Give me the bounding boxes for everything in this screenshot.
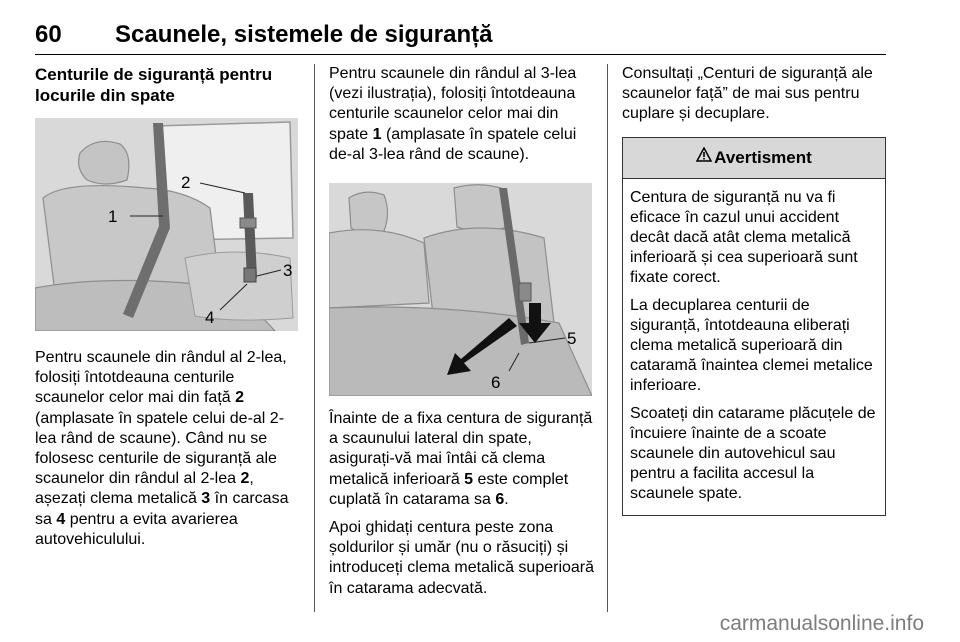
- figure-label: 2: [181, 173, 191, 192]
- chapter-title: Scaunele, sistemele de siguranță: [115, 21, 493, 48]
- column-right: [622, 64, 886, 516]
- column-left: [35, 64, 300, 550]
- paragraph: Apoi ghidați centura peste zona șoldurilor și umăr (nu o răsuciți) și introduceți clema metalică superioară în catarama adecvată.: [329, 519, 595, 597]
- column-middle: [329, 64, 594, 599]
- third-row-belt-figure: [329, 183, 592, 396]
- figure-label: 4: [205, 308, 215, 327]
- figure-label: 6: [491, 373, 501, 393]
- warning-paragraph: Centura de siguranță nu va fi eficace în cazul unui accident decât dacă atât clema metalică inferioară și cea superioară sunt fixate corect.: [630, 188, 858, 287]
- rich-paragraph: Înainte de a fixa centura de siguranță a scaunului lateral din spate, asigurați-vă mai întâi că clema metalică inferioară 5 este complet cuplată în catarama sa 6.: [329, 410, 593, 508]
- bold-reference: 6: [495, 490, 505, 508]
- bold-reference: 5: [464, 470, 474, 488]
- rich-paragraph: Pentru scaunele din rândul al 3-lea (vezi ilustrația), folosiți întotdeauna centurile scaunelor celor mai din spate 1 (amplasate în spatele celui de-al 3-lea rând de scaune).: [329, 65, 577, 163]
- watermark-footer: carmanualsonline.info: [719, 612, 924, 635]
- bold-reference: 1: [372, 125, 382, 143]
- column-divider: [314, 64, 315, 612]
- warning-paragraph: La decuplarea centurii de siguranță, întotdeauna eliberați clema metalică superioară din cataramă înaintea clemei metalice inferioare.: [630, 296, 873, 395]
- warning-box: [622, 137, 886, 516]
- rear-seat-belt-figure: [35, 118, 298, 331]
- bold-reference: 4: [56, 510, 66, 528]
- warning-triangle-icon: [696, 147, 712, 168]
- bold-reference: 2: [240, 470, 250, 488]
- warning-header: [623, 138, 885, 179]
- figure-label: 1: [108, 207, 118, 226]
- column-divider: [607, 64, 608, 612]
- figure-label: 3: [283, 261, 293, 280]
- paragraph: Consultați „Centuri de siguranță ale scaunelor față” de mai sus pentru cuplare și decuplare.: [622, 65, 873, 123]
- page-number: 60: [35, 21, 62, 48]
- figure-label: 5: [567, 329, 577, 349]
- bold-reference: 2: [235, 389, 245, 407]
- page-header: [35, 18, 886, 55]
- warning-title: Avertisment: [714, 147, 812, 167]
- section-title: Centurile de siguranță pentru locurile din spate: [35, 65, 273, 105]
- rich-paragraph: Pentru scaunele din rândul al 2-lea, folosiți întotdeauna centurile scaunelor celor mai din față 2 (amplasate în spatele celui de-al 2-lea rând de scaune). Când nu se folosesc centurile de siguranță ale scaunelor din rândul al 2-lea 2, așezați clema metalică 3 în carcasa sa 4 pentru a evita avarierea autovehiculului.: [35, 349, 289, 548]
- warning-paragraph: Scoateți din catarame plăcuțele de încuiere înainte de a scoate scaunele din autovehicul sau pentru a facilita accesul la scaunele spate.: [630, 404, 876, 503]
- bold-reference: 3: [201, 490, 211, 508]
- warning-body: [623, 179, 885, 515]
